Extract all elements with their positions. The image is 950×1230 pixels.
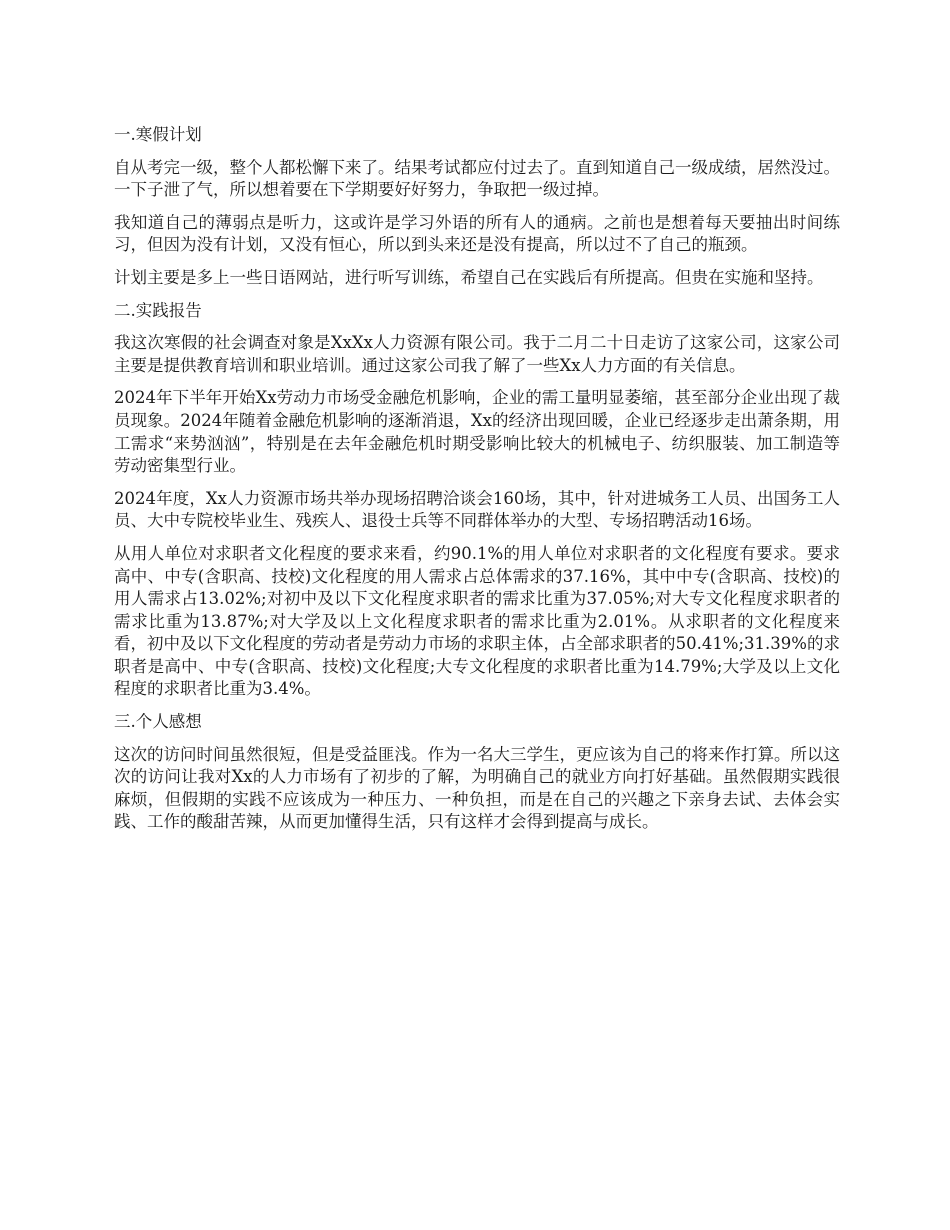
paragraph: 我这次寒假的社会调查对象是XxXx人力资源有限公司。我于二月二十日走访了这家公司，这家公司主要是提供教育培训和职业培训。通过这家公司我了解了一些Xx人力方面的有关信息。 — [114, 333, 840, 375]
section-personal-thoughts — [114, 711, 840, 834]
section-heading: 一.寒假计划 — [114, 125, 202, 144]
section-heading: 二.实践报告 — [114, 300, 202, 320]
paragraph: 这次的访问时间虽然很短，但是受益匪浅。作为一名大三学生，更应该为自己的将来作打算。所以这次的访问让我对Xx的人力市场有了初步的了解，为明确自己的就业方向打好基础。虽然假期实践很麻烦，但假期的实践不应该成为一种压力、一种负担，而是在自己的兴趣之下亲身去试、去体会实践、工作的酸甜苦辣，从而更加懂得生活，只有这样才会得到提高与成长。 — [114, 744, 840, 832]
document-body — [114, 124, 840, 844]
paragraph: 我知道自己的薄弱点是听力，这或许是学习外语的所有人的通病。之前也是想着每天要抽出时间练习，但因为没有计划，又没有恒心，所以到头来还是没有提高，所以过不了自己的瓶颈。 — [114, 212, 840, 255]
paragraph: 计划主要是多上一些日语网站，进行听写训练，希望自己在实践后有所提高。但贵在实施和坚持。 — [114, 267, 824, 287]
section-heading: 三.个人感想 — [114, 712, 202, 732]
section-practice-report — [114, 300, 840, 702]
paragraph: 2024年下半年开始Xx劳动力市场受金融危机影响，企业的需工量明显萎缩，甚至部分企业出现了裁员现象。2024年随着金融危机影响的逐渐消退，Xx的经济出现回暖，企业已经逐步走出萧条期，用工需求“来势汹汹”，特别是在去年金融危机时期受影响比较大的机械电子、纺织服装、加工制造等劳动密集型行业。 — [114, 388, 840, 476]
paragraph: 自从考完一级，整个人都松懈下来了。结果考试都应付过去了。直到知道自己一级成绩，居然没过。一下子泄了气，所以想着要在下学期要好好努力，争取把一级过掉。 — [114, 157, 840, 200]
paragraph: 2024年度，Xx人力资源市场共举办现场招聘洽谈会160场，其中，针对进城务工人员、出国务工人员、大中专院校毕业生、残疾人、退役士兵等不同群体举办的大型、专场招聘活动16场。 — [114, 488, 840, 531]
section-winter-plan — [114, 124, 840, 290]
paragraph: 从用人单位对求职者文化程度的要求来看，约90.1%的用人单位对求职者的文化程度有要求。要求高中、中专(含职高、技校)文化程度的用人需求占总体需求的37.16%，其中中专(含职高、技校)的用人需求占13.02%;对初中及以下文化程度求职者的需求比重为37.05%;对大专文化程度求职者的需求比重为13.87%;对大学及以上文化程度求职者的需求比重为2.01%。从求职者的文化程度来看，初中及以下文化程度的劳动者是劳动力市场的求职主体，占全部求职者的50.41%;31.39%的求职者是高中、中专(含职高、技校)文化程度;大专文化程度的求职者比重为14.79%;大学及以上文化程度的求职者比重为3.4%。 — [114, 543, 840, 699]
